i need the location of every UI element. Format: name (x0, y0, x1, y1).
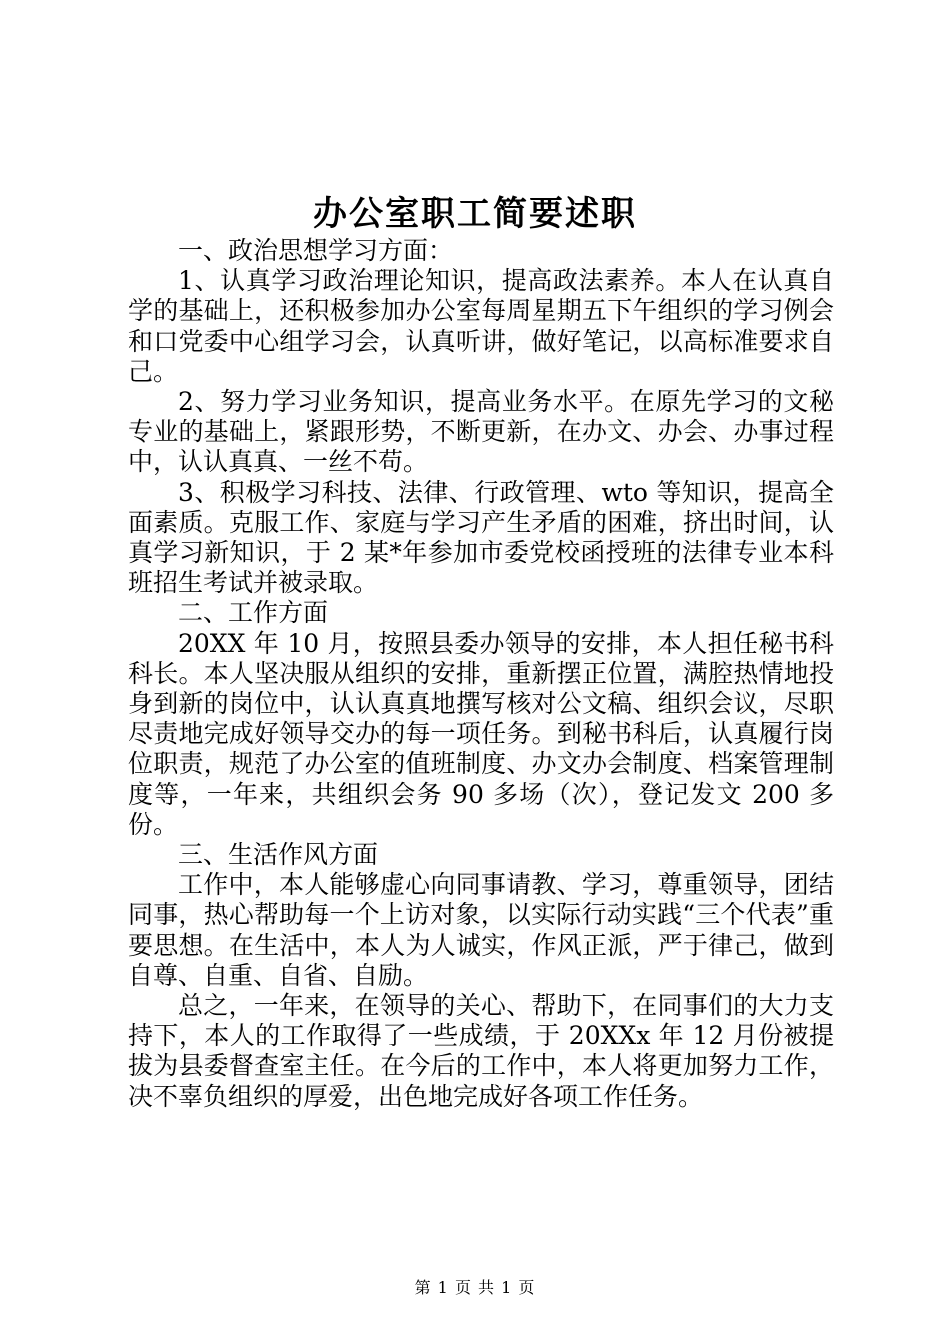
section-heading-work: 二、工作方面 (178, 598, 329, 628)
paragraph-study-tech-law: 3、积极学习科技、法律、行政管理、wto 等知识，提高全面素质。克服工作、家庭与学习产生矛盾的困难，挤出时间，认真学习新知识，于 2 某*年参加市委党校函授班的法律专业本科班招生考试并被录取。 (128, 477, 834, 598)
paragraph-work: 20XX 年 10 月，按照县委办领导的安排，本人担任秘书科科长。本人坚决服从组织的安排，重新摆正位置，满腔热情地投身到新的岗位中，认认真真地撰写核对公文稿、组织会议，尽职尽责地完成好领导交办的每一项任务。到秘书科后，认真履行岗位职责，规范了办公室的值班制度、办文办会制度、档案管理制度等，一年来，共组织会务 90 多场（次），登记发文 200 多份。 (128, 628, 834, 839)
page-title: 办公室职工简要述职 (313, 194, 637, 234)
paragraph-summary: 总之，一年来，在领导的关心、帮助下，在同事们的大力支持下，本人的工作取得了一些成绩，于 20XXx 年 12 月份被提拔为县委督查室主任。在今后的工作中，本人将更加努力工作，决不辜负组织的厚爱，出色地完成好各项工作任务。 (128, 991, 834, 1111)
document-body (128, 236, 834, 1112)
paragraph-study-theory: 1、认真学习政治理论知识，提高政法素养。本人在认真自学的基础上，还积极参加办公室每周星期五下午组织的学习例会和口党委中心组学习会，认真听讲，做好笔记，以高标准要求自己。 (128, 266, 834, 386)
page-footer: 第 1 页 共 1 页 (414, 1278, 536, 1297)
paragraph-life: 工作中，本人能够虚心向同事请教、学习，尊重领导，团结同事，热心帮助每一个上访对象，以实际行动实践“三个代表”重要思想。在生活中，本人为人诚实，作风正派，严于律己，做到自尊、自重、自省、自励。 (128, 870, 834, 990)
section-heading-life: 三、生活作风方面 (178, 840, 379, 870)
paragraph-study-business: 2、努力学习业务知识，提高业务水平。在原先学习的文秘专业的基础上，紧跟形势，不断更新，在办文、办会、办事过程中，认认真真、一丝不苟。 (128, 387, 834, 477)
section-heading-politics: 一、政治思想学习方面： (178, 236, 454, 265)
